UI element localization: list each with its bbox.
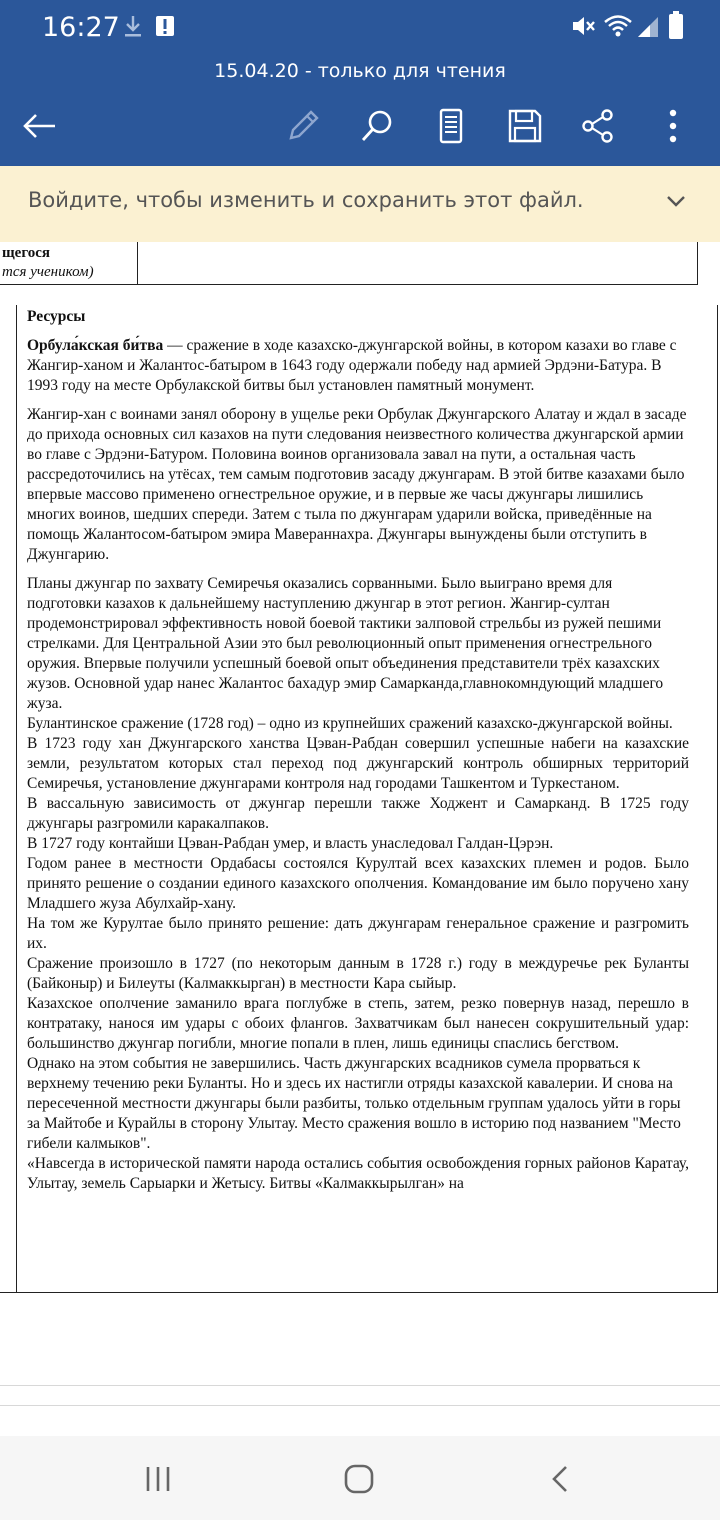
top-table <box>0 242 698 285</box>
download-icon <box>123 13 143 44</box>
home-icon[interactable] <box>329 1456 389 1502</box>
mobile-view-icon[interactable] <box>426 101 476 151</box>
chevron-down-icon[interactable] <box>666 194 686 213</box>
signin-banner[interactable] <box>0 166 720 242</box>
page-separator-1 <box>0 1385 720 1386</box>
paragraph-4: Булантинское сражение (1728 год) – одно из крупнейших сражений казахско-джунгарской войны. <box>27 715 673 732</box>
recent-apps-icon[interactable] <box>128 1456 188 1502</box>
paragraph-5: В 1723 году хан Джунгарского ханства Цэван-Рабдан совершил успешные набеги на казахские земли, результатом которых стал переход под джунгарский контроль обширных территорий Семиречья, установление джунгарами контроля над городами Ташкентом и Туркестаном. <box>27 735 689 792</box>
paragraph-13: «Навсегда в исторической памяти народа остались события освобождения горных районов Каратау, Улытау, земель Сарыарки и Жетысу. Битвы «Калмаккырылган» на <box>27 1155 689 1192</box>
resources-box <box>0 305 718 1293</box>
status-bar <box>0 0 720 55</box>
wifi-icon <box>603 13 633 44</box>
paragraph-3: Планы джунгар по захвату Семиречья оказались сорванными. Было выиграно время для подготовки казахов к дальнейшему наступлению джунгар в этот регион. Жангир-султан продемонстрировал эффективность новой боевой тактики залповой стрельбы из ружей пешими стрелками. Для Центральной Азии это был революционный опыт применения огнестрельного оружия. Впервые получили успешный боевой опыт объединения представители трёх казахских жузов. Основной удар нанес Жалантос бахадур эмир Самарканда,главнокомндующий младшего жуза. <box>27 575 664 712</box>
paragraph-11: Казахское ополчение заманило врага поглубже в степь, затем, резко повернув назад, перешло в контратаку, нанося им удары с обоих флангов. Захватчикам был нанесен сокрушительный удар: большинство джунгар погибли, многие попали в плен, лишь единицы спаслись бегством. <box>27 995 689 1052</box>
app-toolbar <box>0 88 720 166</box>
save-icon[interactable] <box>500 101 550 151</box>
paragraph-7: В 1727 году контайши Цэван-Рабдан умер, и власть унаследовал Галдан-Цэрэн. <box>27 835 554 852</box>
mute-icon <box>570 13 596 44</box>
paragraph-9: На том же Курултае было принято решение: дать джунгарам генеральное сражение и разгромить их. <box>27 915 689 952</box>
paragraph-6: В вассальную зависимость от джунгар перешли также Ходжент и Самарканд. В 1725 году джунгары разгромили каракалпаков. <box>27 795 689 832</box>
paragraph-12: Однако на этом события не завершились. Часть джунгарских всадников сумела прорваться к верхнему течению реки Буланты. Но и здесь их настигли отряды казахской кавалерии. И снова на пересеченной местности джунгары были разбиты, только отдельным группам удалось уйти в горы за Майтобе и Курайлы в сторону Улытау. Место сражения вошло в историю под названием "Место гибели калмыков". <box>27 1055 681 1152</box>
share-icon[interactable] <box>573 101 623 151</box>
signal-icon <box>636 13 660 44</box>
resources-heading: Ресурсы <box>27 308 86 325</box>
more-vert-icon[interactable] <box>648 101 698 151</box>
paragraph-10: Сражение произошло в 1727 (по некоторым данным в 1728 г.) году в междуречье рек Буланты (Байконыр) и Билеуты (Калмаккырган) в местности Кара сыйыр. <box>27 955 689 992</box>
table-divider <box>137 242 138 284</box>
back-arrow-icon[interactable] <box>14 101 64 151</box>
table-cell-text-2: тся учеником) <box>2 264 94 280</box>
page-separator-2 <box>0 1405 720 1406</box>
battery-icon <box>668 10 684 45</box>
alert-icon <box>155 13 175 44</box>
pencil-icon[interactable] <box>278 101 328 151</box>
status-time: 16:27 <box>42 12 120 43</box>
paragraph-2: Жангир-хан с воинами занял оборону в ущелье реки Орбулак Джунгарского Алатау и ждал в засаде до прихода основных сил казахов на пути следования неизвестного количества джунгарской армии во главе с Эрдэни-Батуром. Половина воинов организовала завал на пути, а остальная часть рассредоточились на утёсах, тем самым подготовив засаду джунгарам. В этой битве казахами было впервые массово применено огнестрельное оружие, и в первые же часы джунгары лишились многих воинов, шедших спереди. Затем с тыла по джунгарам ударили войска, приведённые на помощь Жалантосом-батыром эмира Мавераннахра. Джунгары вынуждены были отступить в Джунгарию. <box>27 406 687 563</box>
resources-content <box>27 307 689 1194</box>
paragraph-1-bold: Орбула́кская би́тва <box>27 337 164 354</box>
document-title: 15.04.20 - только для чтения <box>0 55 720 88</box>
table-cell-text-1: щегося <box>2 245 51 261</box>
search-icon[interactable] <box>352 101 402 151</box>
back-icon[interactable] <box>530 1456 590 1502</box>
paragraph-8: Годом ранее в местности Ордабасы состоялся Курултай всех казахских племен и родов. Было принято решение о создании единого казахского ополчения. Командование им было поручено хану Младшего жуза Абулхайр-хану. <box>27 855 689 912</box>
document-page[interactable] <box>0 242 720 1387</box>
resources-box-left-border <box>16 305 17 1292</box>
paragraph-1 <box>27 336 689 396</box>
system-nav-bar <box>0 1436 720 1520</box>
paragraph-1-text: — сражение в ходе казахско-джунгарской войны, в котором казахи во главе с Жангир-ханом и Жалантос-батыром в 1643 году одержали победу над армией Эрдэни-Батура. В 1993 году на месте Орбулакской битвы был установлен памятный монумент. <box>27 337 677 394</box>
signin-banner-text: Войдите, чтобы изменить и сохранить этот файл. <box>28 188 584 212</box>
